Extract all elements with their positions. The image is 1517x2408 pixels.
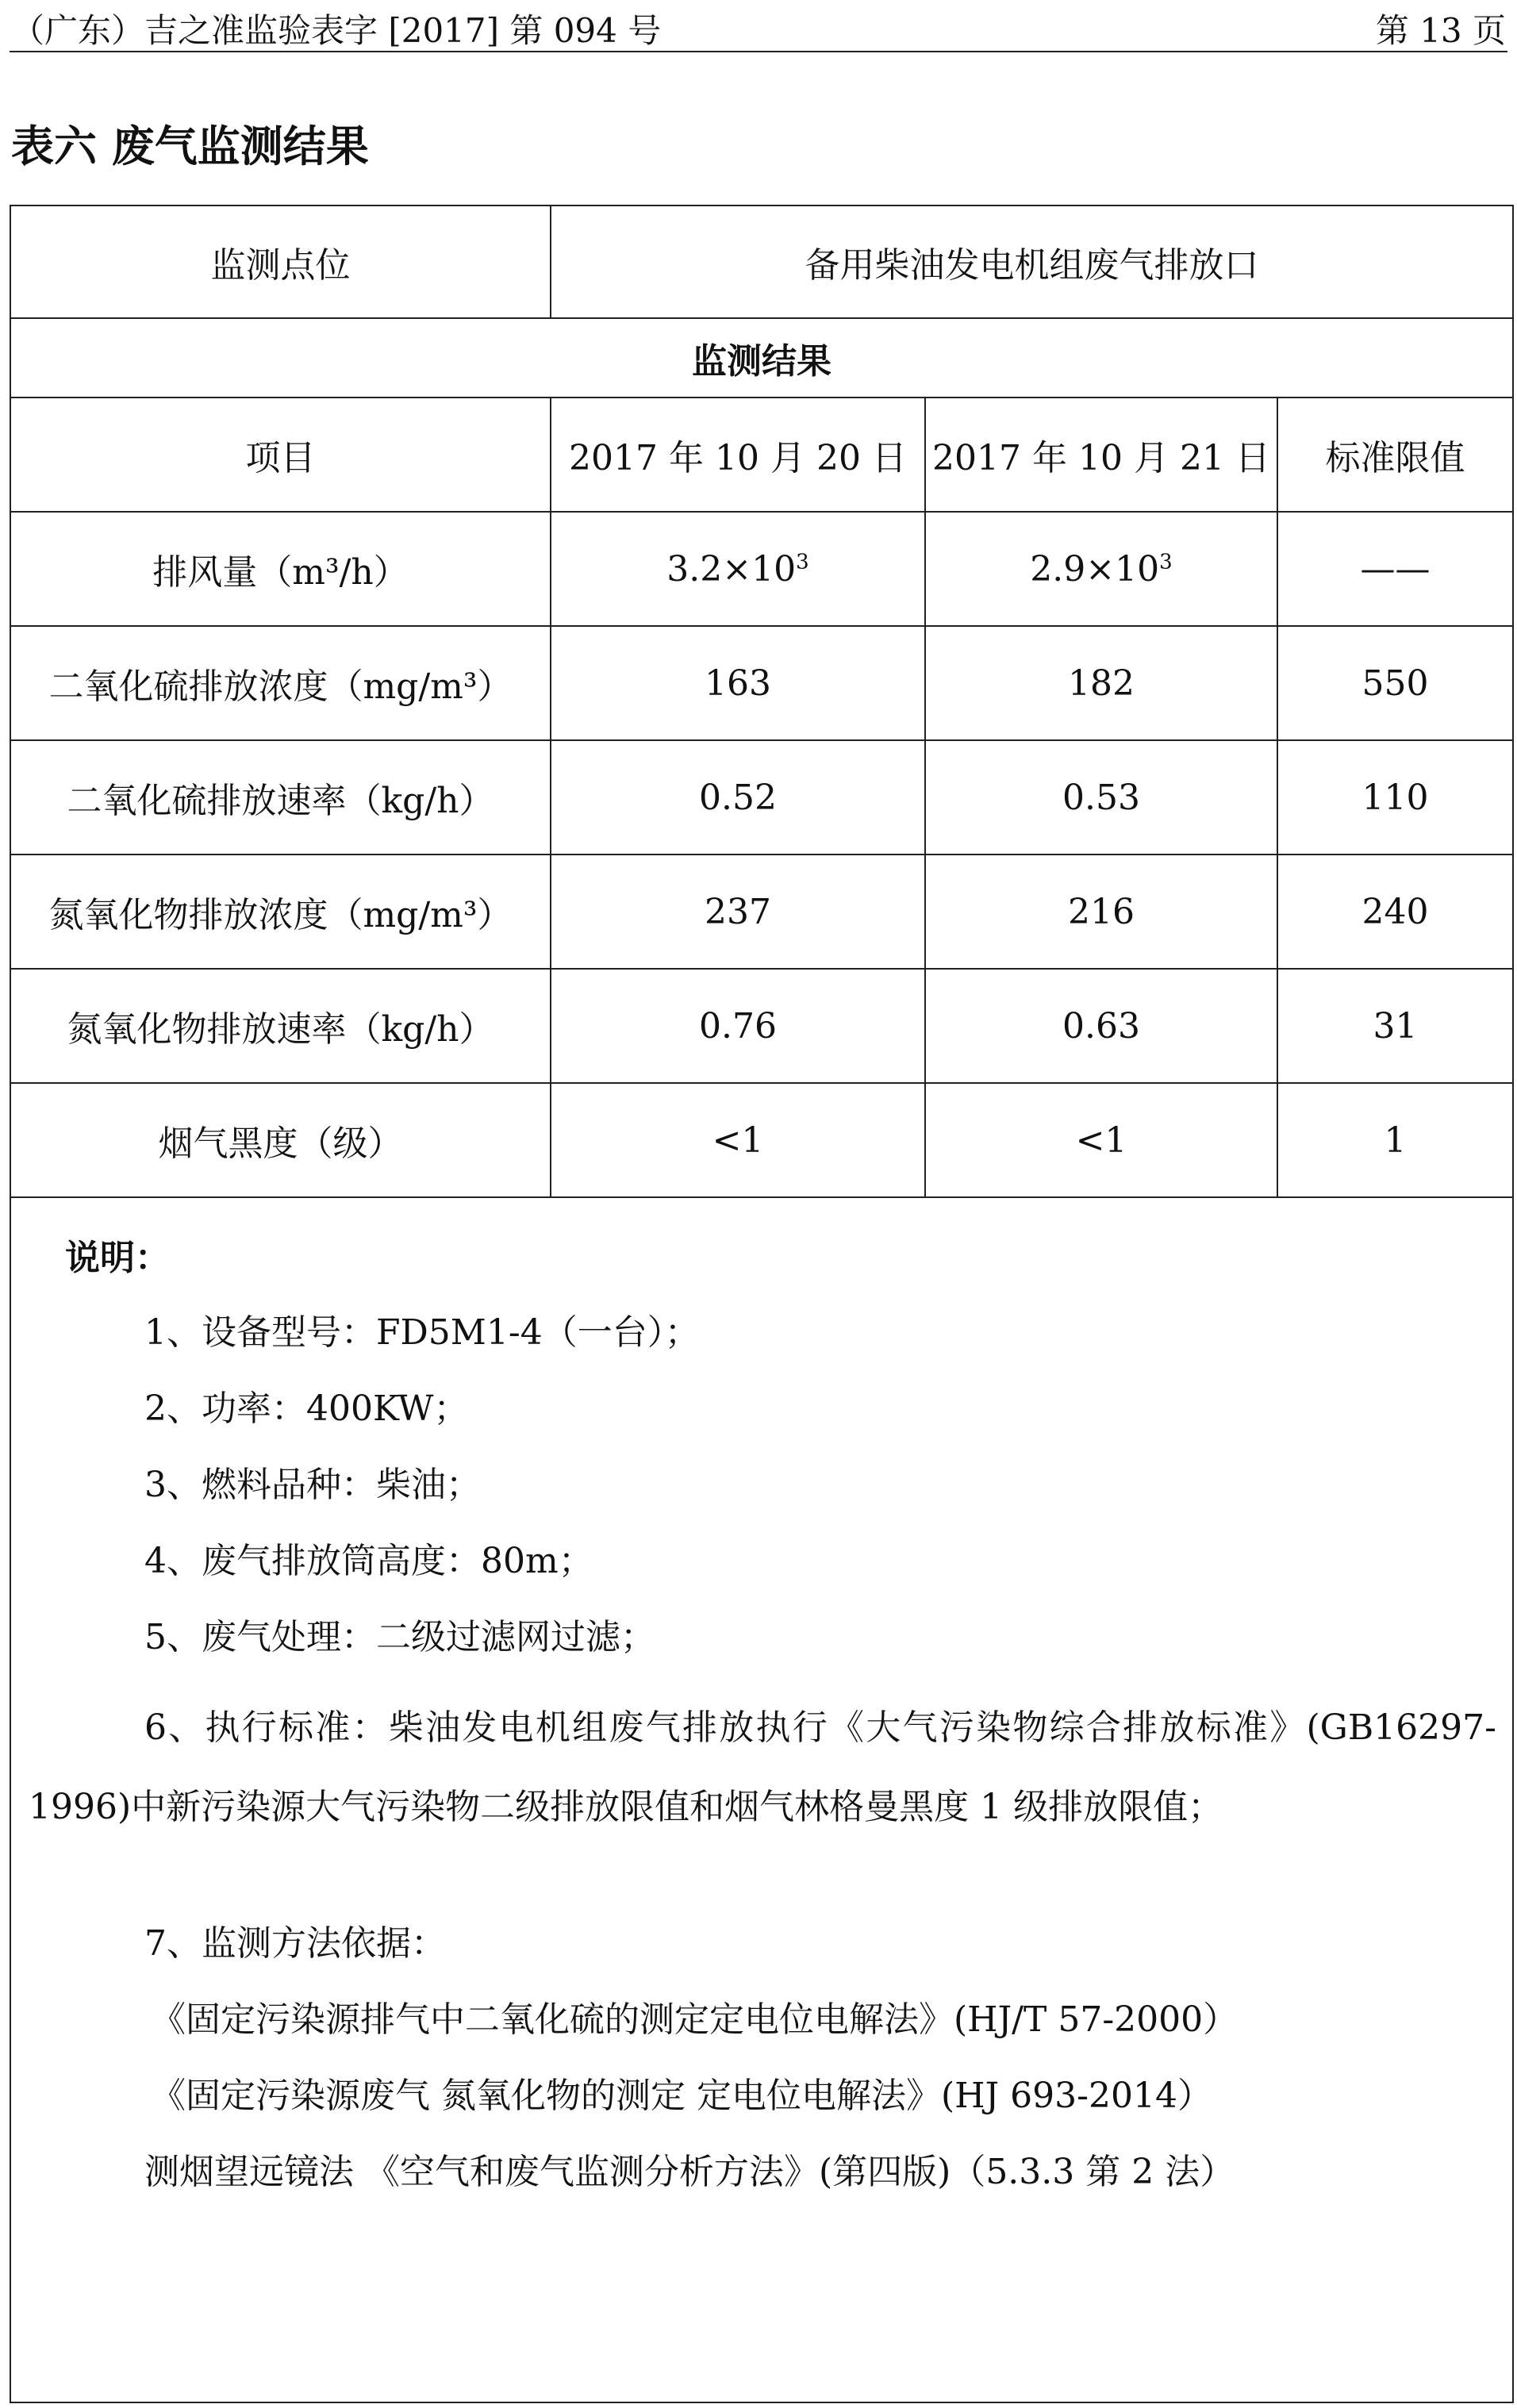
row-item: 氮氧化物排放速率（kg/h） [11,969,551,1083]
col-header-item: 项目 [11,397,551,512]
section-label: 监测结果 [11,318,1512,397]
table-row [11,512,1512,626]
site-row [11,206,1512,318]
row-value-date2: 216 [925,855,1277,969]
site-label: 监测点位 [11,206,551,318]
note-stack-height: 4、废气排放筒高度：80m； [144,1541,593,1581]
col-header-limit: 标准限值 [1277,397,1512,512]
row-item: 氮氧化物排放浓度（mg/m³） [11,855,551,969]
col-header-date2: 2017 年 10 月 21 日 [925,397,1277,512]
row-value-date1: 0.52 [551,740,925,855]
row-item: 烟气黑度（级） [11,1083,551,1197]
header-rule [10,51,1507,52]
row-value-date2: 0.63 [925,969,1277,1083]
table-row [11,740,1512,855]
row-limit: 110 [1277,740,1512,855]
row-item: 二氧化硫排放速率（kg/h） [11,740,551,855]
row-limit: —— [1277,512,1512,626]
note-method-nox: 《固定污染源废气 氮氧化物的测定 定电位电解法》(HJ 693-2014） [151,2076,1212,2116]
value-base: 2.9×10 [1030,548,1160,590]
row-limit: 1 [1277,1083,1512,1197]
site-value: 备用柴油发电机组废气排放口 [551,206,1512,318]
table-title: 表六 废气监测结果 [11,121,369,171]
table-row [11,855,1512,969]
note-method-smoke: 测烟望远镜法 《空气和废气监测分析方法》(第四版)（5.3.3 第 2 法） [144,2152,1235,2192]
table-row [11,1083,1512,1197]
row-limit: 550 [1277,626,1512,740]
col-header-date1: 2017 年 10 月 20 日 [551,397,925,512]
row-value-date2 [925,512,1277,626]
row-value-date1 [551,512,925,626]
notes-title: 说明： [65,1238,170,1278]
results-table [11,206,1512,1198]
note-equipment-model: 1、设备型号：FD5M1-4（一台）； [144,1312,700,1353]
note-fuel-type: 3、燃料品种：柴油； [144,1465,481,1505]
report-number: （广东）吉之准监验表字 [2017] 第 094 号 [11,11,662,50]
value-base: 3.2×10 [666,548,797,590]
note-method-title: 7、监测方法依据： [144,1923,446,1964]
results-frame [10,205,1514,2403]
page-number: 第 13 页 [1375,11,1506,50]
note-method-so2: 《固定污染源排气中二氧化硫的测定定电位电解法》(HJ/T 57-2000） [151,1999,1239,2040]
section-row [11,318,1512,397]
column-header-row [11,397,1512,512]
row-limit: 31 [1277,969,1512,1083]
row-value-date2: 182 [925,626,1277,740]
row-limit: 240 [1277,855,1512,969]
value-exponent: 3 [1159,549,1173,574]
row-value-date1: 163 [551,626,925,740]
table-row [11,626,1512,740]
row-value-date2: 0.53 [925,740,1277,855]
table-row [11,969,1512,1083]
note-standard: 6、执行标准：柴油发电机组废气排放执行《大气污染物综合排放标准》(GB16297-1996)中新污染源大气污染物二级排放限值和烟气林格曼黑度 1 级排放限值； [29,1707,1496,1827]
note-power: 2、功率：400KW； [144,1388,469,1429]
row-value-date1: 237 [551,855,925,969]
value-exponent: 3 [796,549,809,574]
row-value-date1: <1 [551,1083,925,1197]
row-item: 二氧化硫排放浓度（mg/m³） [11,626,551,740]
note-treatment: 5、废气处理：二级过滤网过滤； [144,1617,655,1657]
row-value-date1: 0.76 [551,969,925,1083]
row-item: 排风量（m³/h） [11,512,551,626]
row-value-date2: <1 [925,1083,1277,1197]
